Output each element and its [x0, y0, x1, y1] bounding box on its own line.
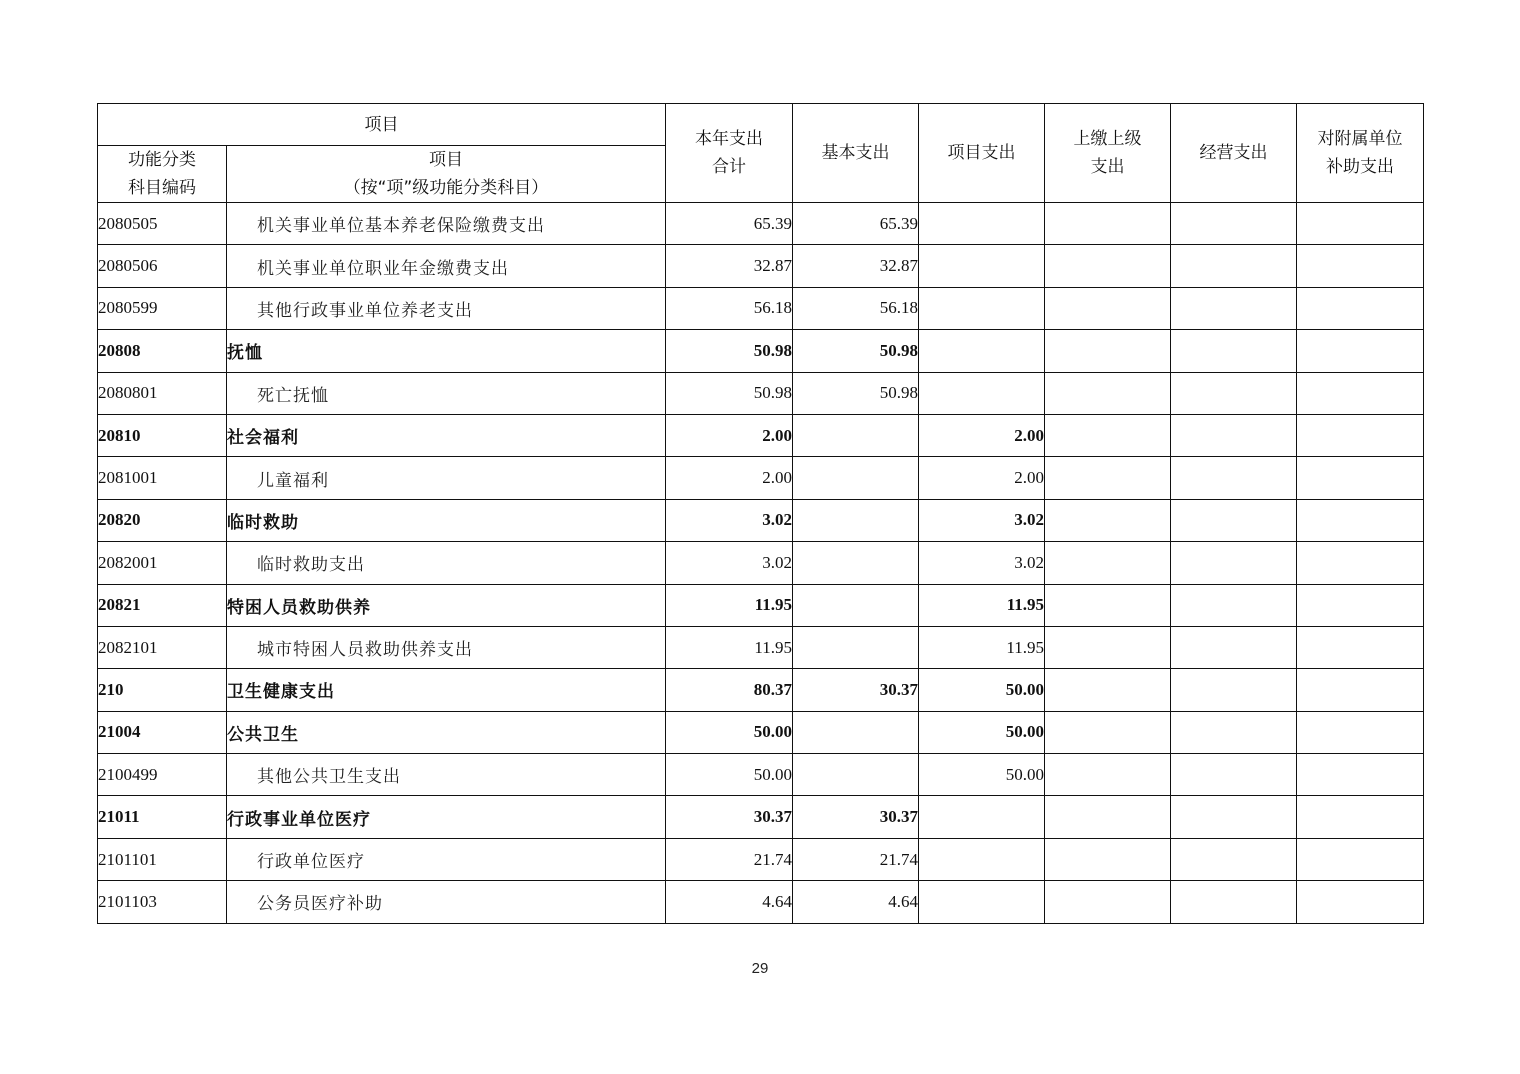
row-subsidiary — [1297, 203, 1424, 245]
row-total: 65.39 — [666, 203, 793, 245]
table-row — [98, 414, 1424, 456]
row-operating — [1171, 626, 1297, 668]
row-basic: 30.37 — [793, 796, 919, 838]
row-name: 行政事业单位医疗 — [227, 796, 666, 838]
row-operating — [1171, 669, 1297, 711]
table-row — [98, 754, 1424, 796]
row-subsidiary — [1297, 372, 1424, 414]
row-upper — [1045, 711, 1171, 753]
row-name: 城市特困人员救助供养支出 — [227, 626, 666, 668]
row-code: 20810 — [98, 414, 227, 456]
row-subsidiary — [1297, 754, 1424, 796]
row-upper — [1045, 330, 1171, 372]
header-project: 项目 — [98, 104, 666, 146]
row-operating — [1171, 584, 1297, 626]
table-row — [98, 542, 1424, 584]
row-subsidiary — [1297, 711, 1424, 753]
row-name: 机关事业单位职业年金缴费支出 — [227, 245, 666, 287]
row-basic — [793, 584, 919, 626]
row-subsidiary — [1297, 669, 1424, 711]
row-upper — [1045, 245, 1171, 287]
row-subsidiary — [1297, 287, 1424, 329]
row-project: 50.00 — [919, 711, 1045, 753]
row-upper — [1045, 669, 1171, 711]
table-row — [98, 457, 1424, 499]
row-basic: 21.74 — [793, 838, 919, 880]
row-subsidiary — [1297, 796, 1424, 838]
row-project — [919, 330, 1045, 372]
row-upper — [1045, 881, 1171, 923]
row-operating — [1171, 711, 1297, 753]
row-basic — [793, 414, 919, 456]
row-basic — [793, 499, 919, 541]
header-operating: 经营支出 — [1171, 104, 1297, 203]
row-subsidiary — [1297, 584, 1424, 626]
table-row — [98, 245, 1424, 287]
row-operating — [1171, 372, 1297, 414]
row-basic: 32.87 — [793, 245, 919, 287]
row-project: 3.02 — [919, 499, 1045, 541]
table-row — [98, 796, 1424, 838]
header-total: 本年支出 合计 — [666, 104, 793, 203]
row-basic — [793, 754, 919, 796]
row-total: 30.37 — [666, 796, 793, 838]
row-total: 80.37 — [666, 669, 793, 711]
row-basic: 50.98 — [793, 330, 919, 372]
row-name: 其他公共卫生支出 — [227, 754, 666, 796]
row-project: 2.00 — [919, 457, 1045, 499]
row-upper — [1045, 838, 1171, 880]
table-header — [98, 104, 1424, 203]
table-row — [98, 711, 1424, 753]
row-basic: 65.39 — [793, 203, 919, 245]
row-total: 32.87 — [666, 245, 793, 287]
row-upper — [1045, 754, 1171, 796]
table-row — [98, 330, 1424, 372]
row-basic: 50.98 — [793, 372, 919, 414]
header-subsidiary: 对附属单位 补助支出 — [1297, 104, 1424, 203]
table-row — [98, 838, 1424, 880]
row-upper — [1045, 499, 1171, 541]
row-operating — [1171, 881, 1297, 923]
row-project — [919, 287, 1045, 329]
row-name: 机关事业单位基本养老保险缴费支出 — [227, 203, 666, 245]
row-subsidiary — [1297, 881, 1424, 923]
row-name: 社会福利 — [227, 414, 666, 456]
row-operating — [1171, 330, 1297, 372]
row-total: 21.74 — [666, 838, 793, 880]
row-operating — [1171, 414, 1297, 456]
row-code: 21004 — [98, 711, 227, 753]
row-upper — [1045, 542, 1171, 584]
row-operating — [1171, 457, 1297, 499]
row-upper — [1045, 626, 1171, 668]
table-row — [98, 372, 1424, 414]
row-subsidiary — [1297, 542, 1424, 584]
row-project: 11.95 — [919, 626, 1045, 668]
row-basic — [793, 542, 919, 584]
row-subsidiary — [1297, 838, 1424, 880]
row-name: 卫生健康支出 — [227, 669, 666, 711]
row-name: 特困人员救助供养 — [227, 584, 666, 626]
row-total: 4.64 — [666, 881, 793, 923]
row-total: 56.18 — [666, 287, 793, 329]
header-code: 功能分类 科目编码 — [98, 146, 227, 203]
row-code: 20820 — [98, 499, 227, 541]
row-upper — [1045, 287, 1171, 329]
row-code: 20808 — [98, 330, 227, 372]
row-code: 20821 — [98, 584, 227, 626]
row-total: 50.98 — [666, 372, 793, 414]
row-basic: 30.37 — [793, 669, 919, 711]
row-project — [919, 796, 1045, 838]
row-basic — [793, 626, 919, 668]
row-name: 行政单位医疗 — [227, 838, 666, 880]
row-name: 抚恤 — [227, 330, 666, 372]
row-operating — [1171, 542, 1297, 584]
row-code: 2080505 — [98, 203, 227, 245]
row-total: 50.00 — [666, 754, 793, 796]
row-total: 3.02 — [666, 542, 793, 584]
table-row — [98, 287, 1424, 329]
row-name: 死亡抚恤 — [227, 372, 666, 414]
row-operating — [1171, 287, 1297, 329]
row-total: 11.95 — [666, 626, 793, 668]
row-basic — [793, 711, 919, 753]
row-upper — [1045, 457, 1171, 499]
row-project — [919, 245, 1045, 287]
row-name: 公务员医疗补助 — [227, 881, 666, 923]
row-subsidiary — [1297, 330, 1424, 372]
row-name: 临时救助 — [227, 499, 666, 541]
row-total: 50.00 — [666, 711, 793, 753]
row-code: 2101103 — [98, 881, 227, 923]
row-operating — [1171, 245, 1297, 287]
row-operating — [1171, 754, 1297, 796]
table-row — [98, 881, 1424, 923]
table-row — [98, 626, 1424, 668]
row-code: 2081001 — [98, 457, 227, 499]
row-code: 2080506 — [98, 245, 227, 287]
table-row — [98, 584, 1424, 626]
row-basic: 56.18 — [793, 287, 919, 329]
expenditure-table — [97, 103, 1424, 924]
row-code: 2080801 — [98, 372, 227, 414]
header-name: 项目 （按“项”级功能分类科目） — [227, 146, 666, 203]
page-number: 29 — [751, 960, 769, 977]
row-project: 3.02 — [919, 542, 1045, 584]
row-project — [919, 838, 1045, 880]
row-code: 2082101 — [98, 626, 227, 668]
row-operating — [1171, 499, 1297, 541]
row-upper — [1045, 414, 1171, 456]
row-name: 临时救助支出 — [227, 542, 666, 584]
row-operating — [1171, 838, 1297, 880]
row-project: 2.00 — [919, 414, 1045, 456]
row-total: 3.02 — [666, 499, 793, 541]
table-row — [98, 203, 1424, 245]
row-code: 21011 — [98, 796, 227, 838]
row-total: 2.00 — [666, 414, 793, 456]
header-upper-payment: 上缴上级 支出 — [1045, 104, 1171, 203]
row-name: 公共卫生 — [227, 711, 666, 753]
row-code: 2100499 — [98, 754, 227, 796]
row-subsidiary — [1297, 457, 1424, 499]
row-subsidiary — [1297, 414, 1424, 456]
table-body — [98, 203, 1424, 924]
table-row — [98, 499, 1424, 541]
row-operating — [1171, 796, 1297, 838]
row-subsidiary — [1297, 245, 1424, 287]
row-subsidiary — [1297, 626, 1424, 668]
row-project — [919, 372, 1045, 414]
row-operating — [1171, 203, 1297, 245]
row-upper — [1045, 372, 1171, 414]
row-code: 2080599 — [98, 287, 227, 329]
row-project: 11.95 — [919, 584, 1045, 626]
header-project-expenditure: 项目支出 — [919, 104, 1045, 203]
row-upper — [1045, 796, 1171, 838]
row-upper — [1045, 584, 1171, 626]
row-code: 2082001 — [98, 542, 227, 584]
row-name: 其他行政事业单位养老支出 — [227, 287, 666, 329]
row-code: 210 — [98, 669, 227, 711]
row-total: 50.98 — [666, 330, 793, 372]
table-row — [98, 669, 1424, 711]
row-upper — [1045, 203, 1171, 245]
row-basic — [793, 457, 919, 499]
row-project: 50.00 — [919, 754, 1045, 796]
header-basic: 基本支出 — [793, 104, 919, 203]
row-project — [919, 881, 1045, 923]
row-subsidiary — [1297, 499, 1424, 541]
row-total: 2.00 — [666, 457, 793, 499]
row-project — [919, 203, 1045, 245]
row-project: 50.00 — [919, 669, 1045, 711]
row-total: 11.95 — [666, 584, 793, 626]
row-basic: 4.64 — [793, 881, 919, 923]
row-name: 儿童福利 — [227, 457, 666, 499]
row-code: 2101101 — [98, 838, 227, 880]
